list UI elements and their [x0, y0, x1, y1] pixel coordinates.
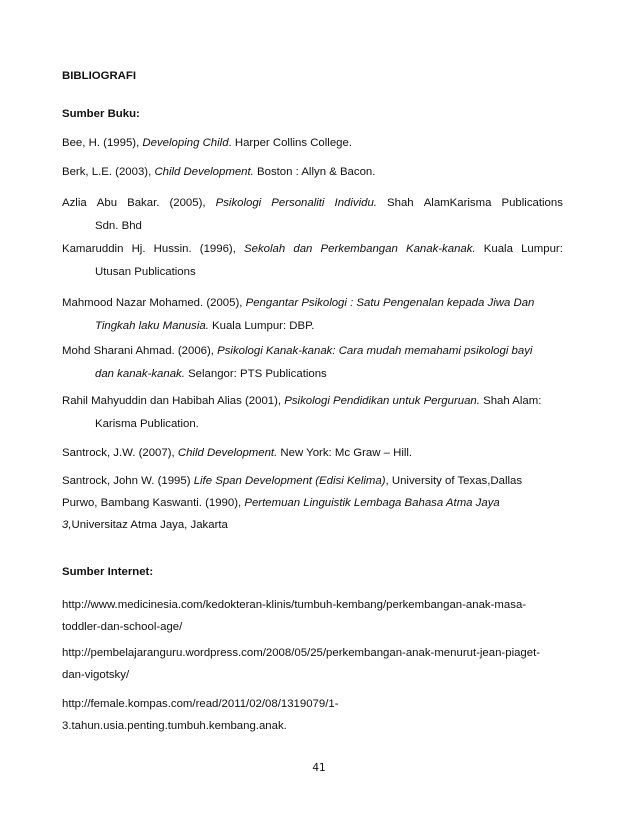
reference-purwo — [62, 496, 500, 510]
ref-word: Bakar. — [127, 197, 160, 209]
ref-title: Pertemuan Linguistik Lembaga Bahasa Atma Jaya — [244, 497, 500, 509]
reference-berk — [62, 165, 375, 179]
ref-publisher: Kuala Lumpur: DBP. — [208, 320, 315, 332]
reference-mohd-line2 — [95, 367, 327, 381]
ref-title: Life Span Development (Edisi Kelima) — [193, 475, 386, 487]
ref-word: Hussin. — [153, 243, 192, 255]
reference-bee — [62, 136, 352, 150]
ref-word: Hj. — [131, 243, 146, 255]
reference-mohd — [62, 344, 532, 358]
ref-word: Personaliti — [271, 197, 325, 209]
ref-word: Sekolah — [244, 243, 286, 255]
ref-word: Shah — [387, 197, 414, 209]
reference-santrock-1995 — [62, 474, 522, 488]
ref-title: Pengantar Psikologi : Satu Pengenalan kepada Jiwa Dan — [245, 297, 535, 309]
link-line: toddler-dan-school-age/ — [62, 621, 183, 633]
ref-title: Child Development. — [154, 166, 254, 178]
section-internet-heading: Sumber Internet: — [62, 566, 154, 578]
ref-author: Berk, L.E. (2003), — [62, 166, 155, 178]
ref-author: Mahmood Nazar Mohamed. (2005), — [62, 297, 246, 309]
link-line: http://female.kompas.com/read/2011/02/08/1319079/1- — [62, 698, 339, 710]
ref-publisher: . Harper Collins College. — [228, 137, 352, 149]
ref-publisher: , University of Texas,Dallas — [385, 475, 523, 487]
ref-title: Tingkah laku Manusia. — [95, 320, 209, 332]
ref-word: Perkembangan — [320, 243, 398, 255]
reference-rahil-line2: Karisma Publication. — [95, 418, 199, 430]
reference-kamaruddin-line2: Utusan Publications — [95, 266, 196, 278]
reference-azlia — [62, 196, 563, 210]
reference-kamaruddin — [62, 242, 563, 256]
ref-publisher: Shah Alam: — [479, 395, 542, 407]
ref-publisher: New York: Mc Graw – Hill. — [277, 447, 413, 459]
ref-publisher: Selangor: PTS Publications — [184, 368, 327, 380]
ref-title: Psikologi Kanak-kanak: Cara mudah memahami psikologi bayi — [217, 345, 533, 357]
ref-word: Publications — [501, 197, 563, 209]
reference-rahil — [62, 394, 541, 408]
ref-word: Individu. — [334, 197, 377, 209]
ref-word: dan — [293, 243, 313, 255]
ref-publisher: Universitaz Atma Jaya, Jakarta — [71, 519, 228, 531]
reference-mahmood — [62, 296, 534, 310]
ref-author: Purwo, Bambang Kaswanti. (1990), — [62, 497, 245, 509]
bibliography-heading: BIBLIOGRAFI — [62, 70, 137, 82]
ref-title: Developing Child — [142, 137, 229, 149]
ref-title: Psikologi Pendidikan untuk Perguruan. — [284, 395, 480, 407]
ref-word: Abu — [96, 197, 118, 209]
ref-word: (1996), — [199, 243, 236, 255]
link-line: dan-vigotsky/ — [62, 669, 130, 681]
ref-author: Santrock, J.W. (2007), — [62, 447, 178, 459]
ref-word: Kamaruddin — [62, 243, 124, 255]
ref-word: Lumpur: — [521, 243, 563, 255]
ref-author: Santrock, John W. (1995) — [62, 475, 194, 487]
ref-word: AlamKarisma — [423, 197, 492, 209]
page-number: 41 — [312, 762, 326, 774]
ref-word: Kanak-kanak. — [405, 243, 476, 255]
reference-santrock-2007 — [62, 446, 412, 460]
reference-azlia-line2: Sdn. Bhd — [95, 220, 142, 232]
link-line: http://www.medicinesia.com/kedokteran-klinis/tumbuh-kembang/perkembangan-anak-masa- — [62, 599, 527, 611]
reference-mahmood-line2 — [95, 319, 314, 333]
ref-author: Bee, H. (1995), — [62, 137, 143, 149]
ref-word: Psikologi — [215, 197, 262, 209]
ref-title: Child Development. — [177, 447, 278, 459]
link-line: 3.tahun.usia.penting.tumbuh.kembang.anak. — [62, 720, 287, 732]
link-line: http://pembelajaranguru.wordpress.com/2008/05/25/perkembangan-anak-menurut-jean-piaget- — [62, 647, 541, 659]
ref-author: Rahil Mahyuddin dan Habibah Alias (2001), — [62, 395, 285, 407]
ref-title: dan kanak-kanak. — [95, 368, 185, 380]
ref-author: Mohd Sharani Ahmad. (2006), — [62, 345, 218, 357]
ref-publisher: Boston : Allyn & Bacon. — [253, 166, 376, 178]
ref-word: (2005), — [169, 197, 206, 209]
ref-title: 3, — [62, 519, 72, 531]
reference-purwo-line2 — [62, 518, 228, 532]
ref-word: Kuala — [483, 243, 513, 255]
ref-word: Azlia — [62, 197, 87, 209]
section-books-heading: Sumber Buku: — [62, 108, 140, 120]
